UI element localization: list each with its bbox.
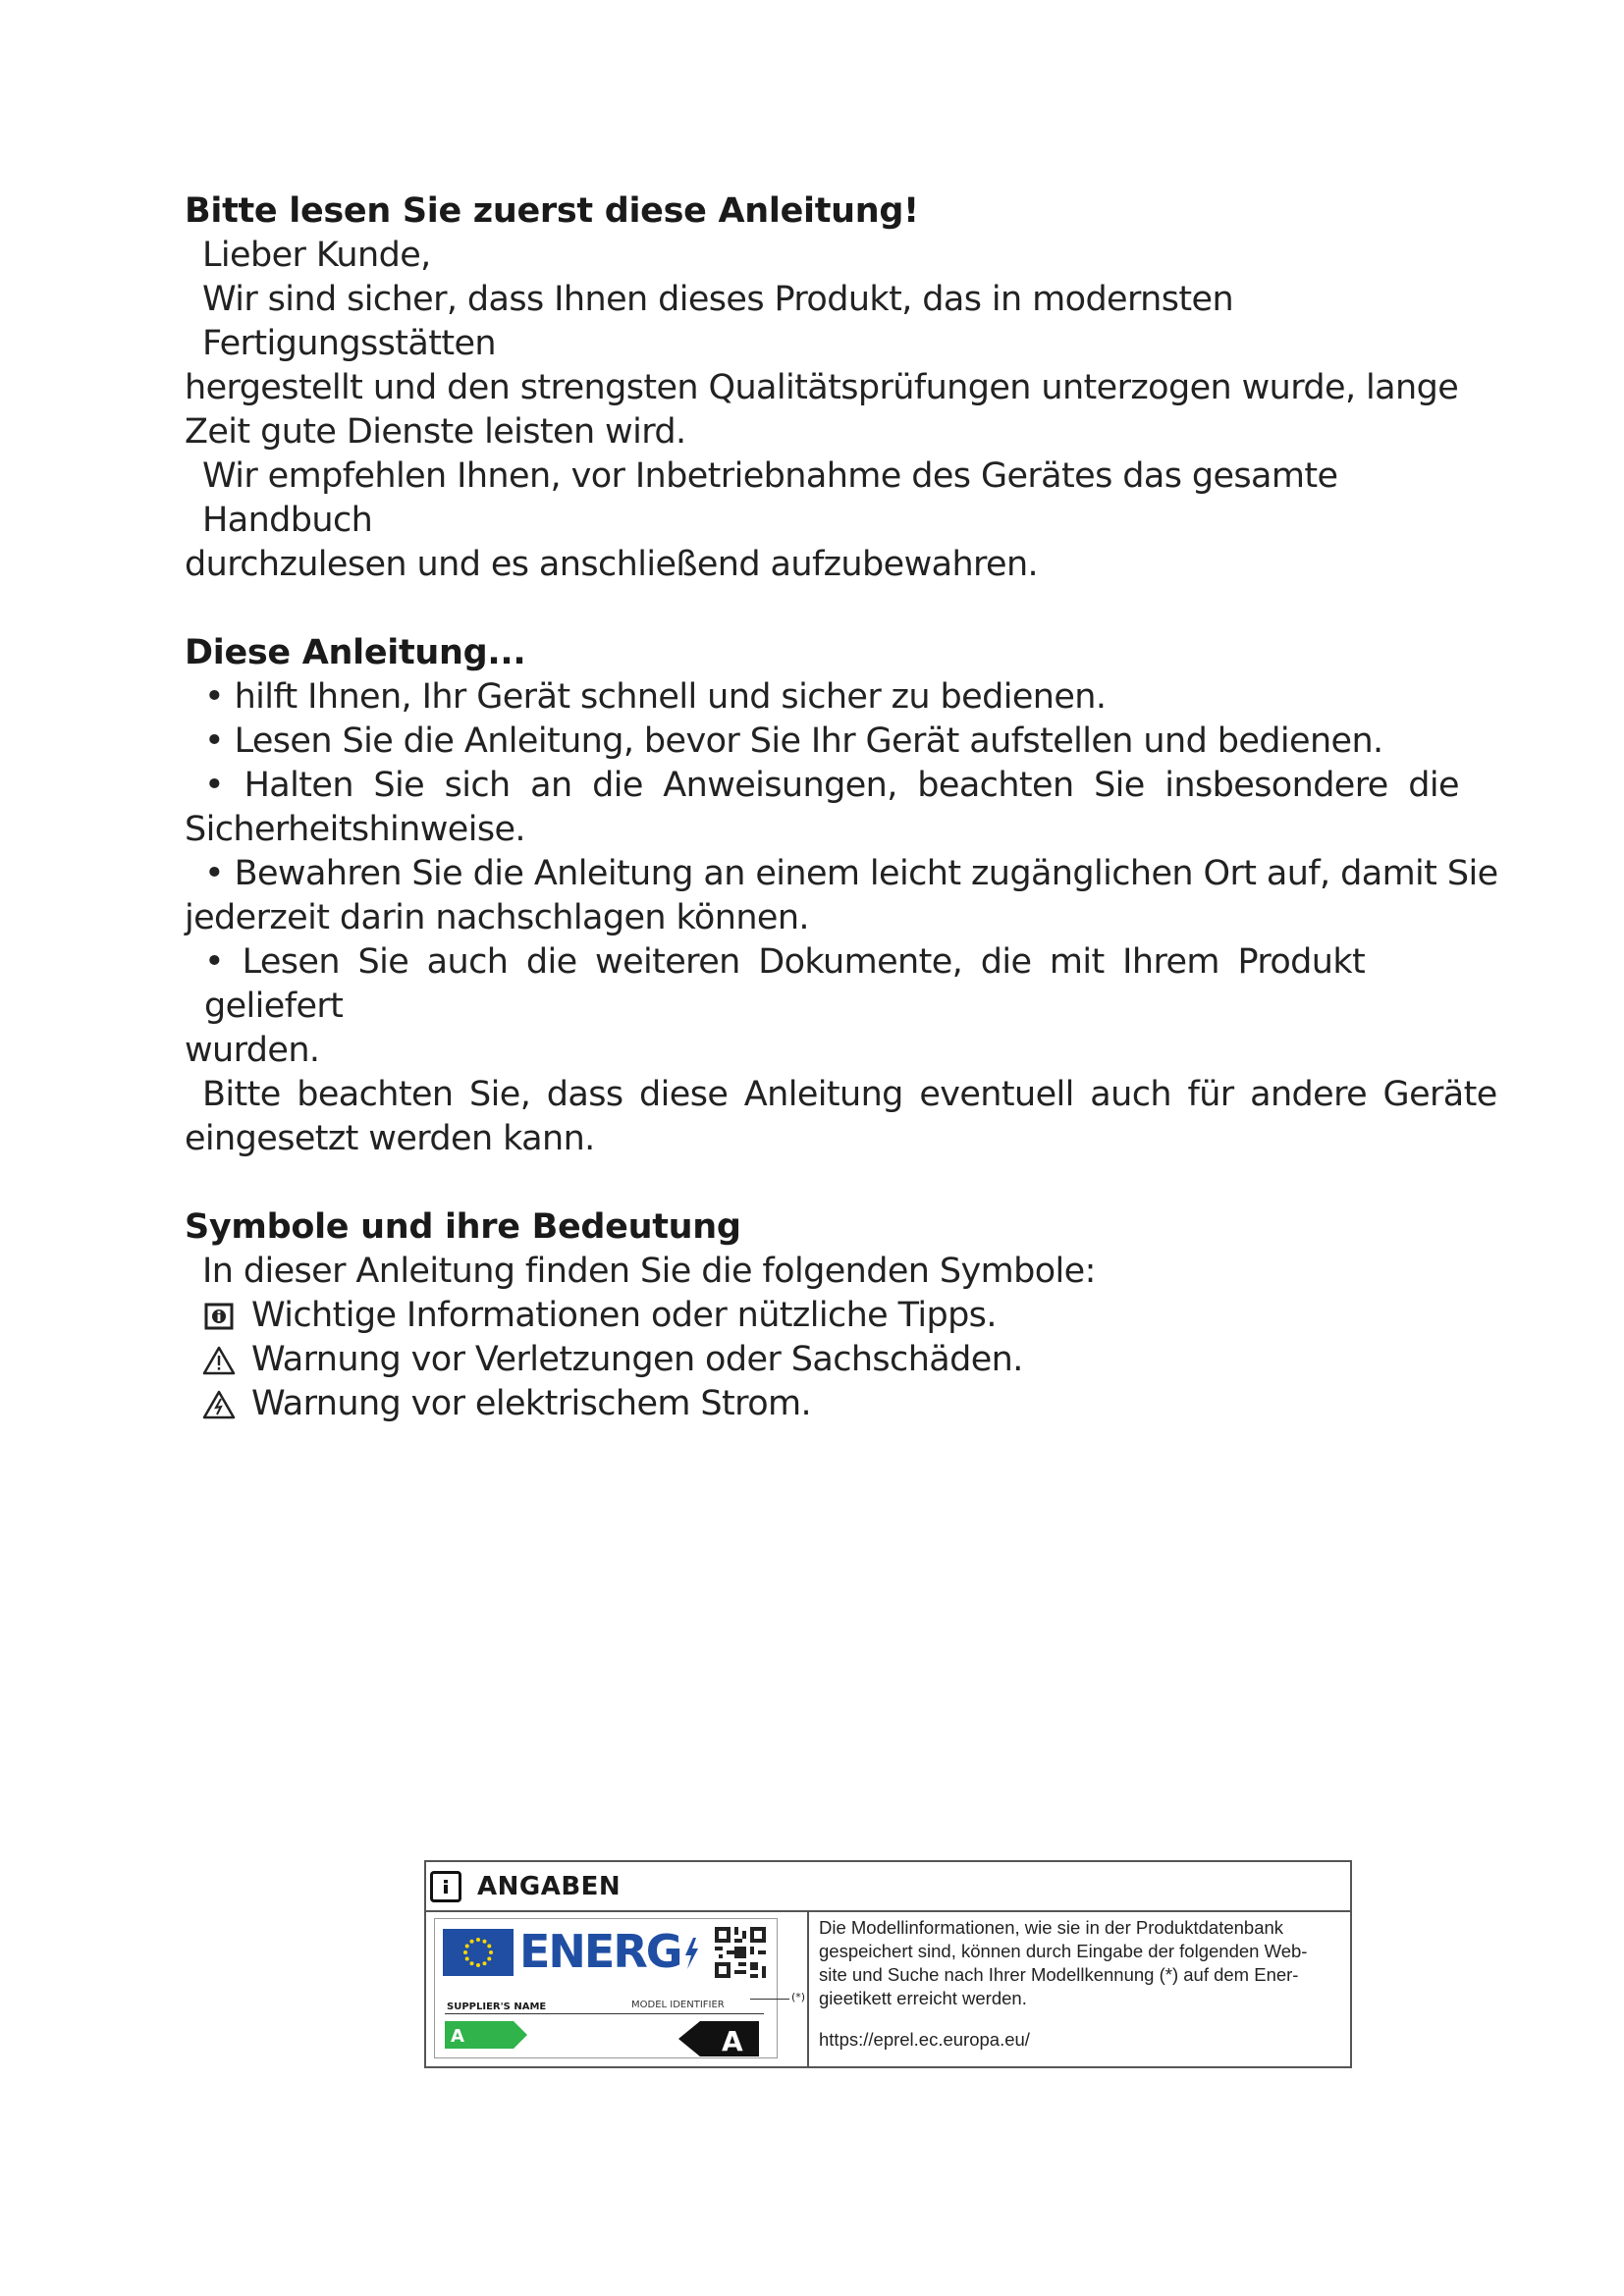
- guide-bullet-3-cont: Sicherheitshinweise.: [185, 810, 525, 849]
- intro-para1-line3: Zeit gute Dienste leisten wird.: [185, 412, 686, 452]
- intro-para1-line1: Wir sind sicher, dass Ihnen dieses Produkt, das in modernsten Fertigungsstätten: [202, 280, 1234, 363]
- greeting: Lieber Kunde,: [202, 236, 431, 275]
- guide-note-cont: eingesetzt werden kann.: [185, 1119, 595, 1158]
- symbols-heading: Symbole und ihre Bedeutung: [185, 1207, 741, 1247]
- energy-label: [434, 1918, 778, 2058]
- symbol-warning-text: Warnung vor Verletzungen oder Sachschäden.: [251, 1340, 1023, 1379]
- manual-page: [185, 189, 1500, 1426]
- energy-class-arrow-green: [445, 2021, 527, 2053]
- guide-bullet-4: • Bewahren Sie die Anleitung an einem leicht zugänglichen Ort auf, damit Sie: [204, 854, 1498, 893]
- qr-code-icon: [715, 1927, 766, 1978]
- info-box-title: ANGABEN: [477, 1871, 622, 1901]
- energy-class-right: A: [722, 2025, 743, 2056]
- guide-bullet-5: • Lesen Sie auch die weiteren Dokumente, die mit Ihrem Produkt geliefert: [204, 942, 1366, 1026]
- guide-bullet-3: • Halten Sie sich an die Anweisungen, beachten Sie insbesondere die: [204, 766, 1459, 805]
- info-text-line: site und Suche nach Ihrer Modellkennung (*) auf dem Ener-: [819, 1964, 1299, 1985]
- info-box-icon: [430, 1871, 461, 1902]
- energy-info-box: [424, 1860, 1352, 2068]
- model-asterisk: (*): [791, 1991, 806, 2003]
- warning-triangle-icon: [202, 1344, 236, 1377]
- info-box-header: [426, 1862, 1350, 1912]
- eprel-link[interactable]: https://eprel.ec.europa.eu/: [819, 2029, 1030, 2050]
- intro-para2-line2: durchzulesen und es anschließend aufzubewahren.: [185, 545, 1039, 584]
- info-text-line: Die Modellinformationen, wie sie in der Produktdatenbank: [819, 1917, 1284, 1938]
- guide-note: Bitte beachten Sie, dass diese Anleitung eventuell auch für andere Geräte: [202, 1075, 1497, 1114]
- intro-heading: Bitte lesen Sie zuerst diese Anleitung!: [185, 191, 919, 231]
- energy-class-left: A: [451, 2026, 464, 2047]
- electric-hazard-icon: [202, 1388, 236, 1421]
- intro-para2-line1: Wir empfehlen Ihnen, vor Inbetriebnahme des Gerätes das gesamte Handbuch: [202, 456, 1338, 540]
- symbol-electric-row: [185, 1382, 1500, 1426]
- symbol-info-row: [185, 1294, 1500, 1338]
- energy-text: ENERG: [519, 1925, 681, 1978]
- info-box-text: [809, 1912, 1350, 2068]
- guide-bullet-1: • hilft Ihnen, Ihr Gerät schnell und sicher zu bedienen.: [204, 677, 1107, 717]
- model-pointer-line: [750, 1999, 789, 2000]
- info-text-line: gieetikett erreicht werden.: [819, 1988, 1027, 2008]
- intro-para1-line2: hergestellt und den strengsten Qualitätsprüfungen unterzogen wurde, lange: [185, 368, 1459, 407]
- guide-bullet-5-cont: wurden.: [185, 1031, 320, 1070]
- energy-logo-text: [519, 1925, 701, 1978]
- symbol-warning-row: [185, 1338, 1500, 1382]
- energy-bolt-icon: [681, 1936, 701, 1971]
- guide-bullet-4-cont: jederzeit darin nachschlagen können.: [185, 898, 809, 937]
- model-identifier-label: MODEL IDENTIFIER: [631, 2000, 725, 2010]
- symbol-info-text: Wichtige Informationen oder nützliche Tipps.: [251, 1296, 997, 1335]
- symbol-electric-text: Warnung vor elektrischem Strom.: [251, 1384, 812, 1423]
- guide-bullet-2: • Lesen Sie die Anleitung, bevor Sie Ihr Gerät aufstellen und bedienen.: [204, 721, 1383, 761]
- eu-flag-icon: [443, 1929, 514, 1976]
- label-divider: [445, 2013, 764, 2014]
- energy-label-area: [426, 1912, 809, 2068]
- guide-heading: Diese Anleitung...: [185, 633, 526, 672]
- info-icon: [202, 1300, 236, 1333]
- symbols-intro: In dieser Anleitung finden Sie die folgenden Symbole:: [202, 1252, 1096, 1291]
- energy-class-arrow-black: [678, 2021, 759, 2060]
- supplier-name-label: SUPPLIER'S NAME: [447, 2002, 547, 2012]
- info-text-line: gespeichert sind, können durch Eingabe der folgenden Web-: [819, 1941, 1308, 1961]
